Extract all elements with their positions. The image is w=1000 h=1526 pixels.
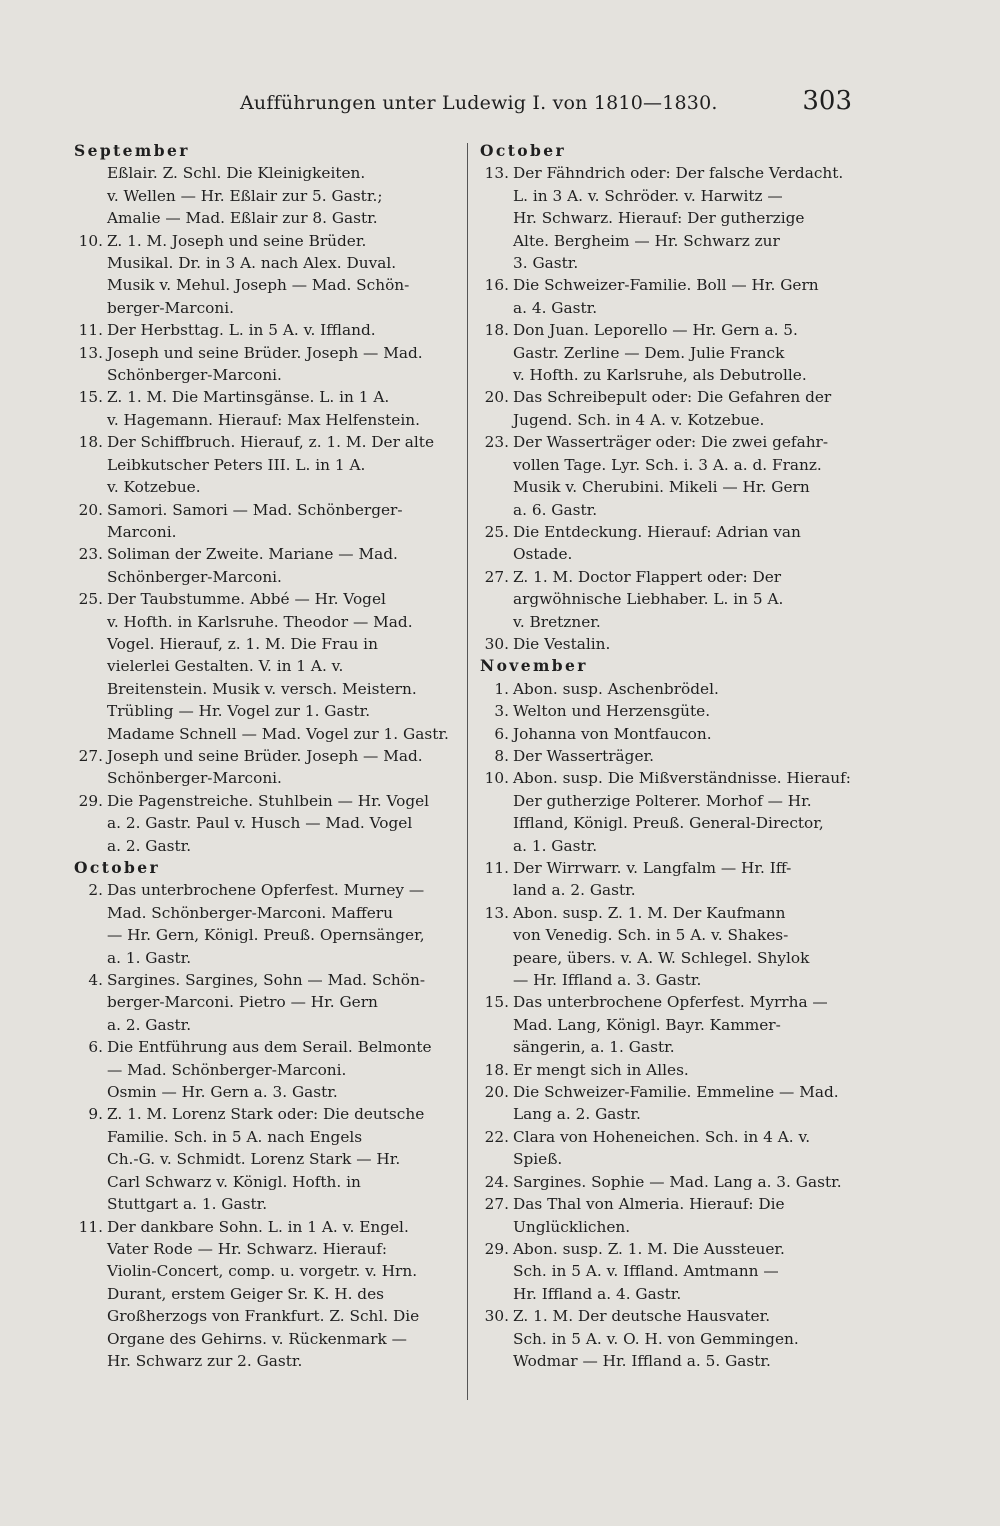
right-column xyxy=(480,140,852,1372)
entry-text xyxy=(513,1059,852,1081)
performance-entry xyxy=(480,902,852,992)
entry-line: Unglücklichen. xyxy=(513,1217,631,1236)
entry-line: v. Bretzner. xyxy=(513,612,601,631)
entry-day: 1. xyxy=(494,679,509,698)
entry-text xyxy=(107,543,446,588)
entry-line: Musik v. Mehul. Joseph — Mad. Schön- xyxy=(107,276,410,295)
entry-line: Die Entführung aus dem Serail. Belmonte xyxy=(107,1038,432,1057)
performance-entry xyxy=(480,319,852,386)
performance-entry xyxy=(480,566,852,633)
entry-day: 24. xyxy=(484,1172,509,1191)
entry-day: 27. xyxy=(484,567,509,586)
performance-entry xyxy=(74,745,446,790)
entry-line: peare, übers. v. A. W. Schlegel. Shylok xyxy=(513,948,810,967)
entry-text xyxy=(513,633,852,655)
entry-line: Alte. Bergheim — Hr. Schwarz zur xyxy=(513,231,780,250)
entry-line: Samori. Samori — Mad. Schönberger- xyxy=(107,500,403,519)
entry-text xyxy=(513,1081,852,1126)
entry-line: Der Wasserträger oder: Die zwei gefahr- xyxy=(513,433,829,452)
entry-text xyxy=(107,1216,446,1373)
entry-day: 10. xyxy=(484,769,509,788)
performance-entry xyxy=(74,543,446,588)
entry-line: Schönberger-Marconi. xyxy=(107,769,282,788)
entry-text xyxy=(513,521,852,566)
entry-day: 22. xyxy=(484,1127,509,1146)
performance-entry xyxy=(74,431,446,498)
month-heading: October xyxy=(480,141,567,160)
entry-line: Joseph und seine Brüder. Joseph — Mad. xyxy=(107,343,423,362)
entry-day: 18. xyxy=(78,433,103,452)
entry-day: 18. xyxy=(484,1060,509,1079)
entry-line: Das unterbrochene Opferfest. Myrrha — xyxy=(513,993,828,1012)
entry-line: Clara von Hoheneichen. Sch. in 4 A. v. xyxy=(513,1127,811,1146)
entry-line: argwöhnische Liebhaber. L. in 5 A. xyxy=(513,590,784,609)
entry-day xyxy=(74,162,107,229)
entry-line: Die Entdeckung. Hierauf: Adrian van xyxy=(513,522,801,541)
entry-line: Breitenstein. Musik v. versch. Meistern. xyxy=(107,679,417,698)
entry-line: Der Schiffbruch. Hierauf, z. 1. M. Der alte xyxy=(107,433,434,452)
entry-line: a. 6. Gastr. xyxy=(513,500,598,519)
entry-text xyxy=(107,431,446,498)
entry-day: 6. xyxy=(88,1038,103,1057)
performance-entry xyxy=(480,723,852,745)
performance-entry xyxy=(480,162,852,274)
entry-line: Das Schreibepult oder: Die Gefahren der xyxy=(513,388,832,407)
entry-text xyxy=(513,678,852,700)
performance-entry xyxy=(74,230,446,320)
header-title: Aufführungen unter Ludewig I. von 1810—1830. xyxy=(240,92,718,114)
entry-line: Eßlair. Z. Schl. Die Kleinigkeiten. xyxy=(107,164,366,183)
entry-text xyxy=(513,857,852,902)
entry-line: von Venedig. Sch. in 5 A. v. Shakes- xyxy=(513,926,789,945)
entry-text xyxy=(107,1103,446,1215)
entry-line: Hr. Iffland a. 4. Gastr. xyxy=(513,1284,682,1303)
performance-entry xyxy=(480,1305,852,1372)
performance-entry xyxy=(480,1238,852,1305)
entry-line: Z. 1. M. Joseph und seine Brüder. xyxy=(107,231,367,250)
entry-text xyxy=(513,1305,852,1372)
performance-entry xyxy=(480,857,852,902)
entry-line: Madame Schnell — Mad. Vogel zur 1. Gastr. xyxy=(107,724,449,743)
entry-line: Familie. Sch. in 5 A. nach Engels xyxy=(107,1127,363,1146)
entry-line: Er mengt sich in Alles. xyxy=(513,1060,689,1079)
performance-entry xyxy=(480,633,852,655)
entry-day: 15. xyxy=(78,388,103,407)
performance-entry xyxy=(74,342,446,387)
entry-line: v. Wellen — Hr. Eßlair zur 5. Gastr.; xyxy=(107,186,383,205)
entry-line: Sch. in 5 A. v. O. H. von Gemmingen. xyxy=(513,1329,799,1348)
entry-line: Jugend. Sch. in 4 A. v. Kotzebue. xyxy=(513,410,765,429)
page-number: 303 xyxy=(802,86,852,116)
entry-line: v. Hofth. in Karlsruhe. Theodor — Mad. xyxy=(107,612,413,631)
entry-text xyxy=(107,499,446,544)
entry-day: 27. xyxy=(484,1195,509,1214)
entry-line: Abon. susp. Z. 1. M. Der Kaufmann xyxy=(513,903,786,922)
entry-line: Stuttgart a. 1. Gastr. xyxy=(107,1195,268,1214)
entry-line: berger-Marconi. xyxy=(107,298,234,317)
entry-line: Musik v. Cherubini. Mikeli — Hr. Gern xyxy=(513,478,810,497)
entry-day: 23. xyxy=(78,545,103,564)
entry-line: Carl Schwarz v. Königl. Hofth. in xyxy=(107,1172,361,1191)
entry-day: 10. xyxy=(78,231,103,250)
entry-text xyxy=(513,767,852,857)
entry-line: Mad. Lang, Königl. Bayr. Kammer- xyxy=(513,1015,781,1034)
entry-line: Violin-Concert, comp. u. vorgetr. v. Hrn. xyxy=(107,1262,418,1281)
performance-entry xyxy=(480,700,852,722)
entry-line: Welton und Herzensgüte. xyxy=(513,702,711,721)
entry-line: 3. Gastr. xyxy=(513,254,579,273)
entry-line: Hr. Schwarz zur 2. Gastr. xyxy=(107,1351,303,1370)
entry-day: 2. xyxy=(88,881,103,900)
entry-line: Durant, erstem Geiger Sr. K. H. des xyxy=(107,1284,384,1303)
entry-line: Osmin — Hr. Gern a. 3. Gastr. xyxy=(107,1083,338,1102)
entry-line: L. in 3 A. v. Schröder. v. Harwitz — xyxy=(513,186,783,205)
entry-line: Wodmar — Hr. Iffland a. 5. Gastr. xyxy=(513,1351,771,1370)
entry-line: Soliman der Zweite. Mariane — Mad. xyxy=(107,545,398,564)
entry-line: Don Juan. Leporello — Hr. Gern a. 5. xyxy=(513,321,798,340)
entry-line: Hr. Schwarz. Hierauf: Der gutherzige xyxy=(513,209,805,228)
entry-text xyxy=(513,991,852,1058)
month-heading: October xyxy=(74,858,161,877)
performance-entry xyxy=(480,678,852,700)
entry-text xyxy=(513,162,852,274)
entry-line: Musikal. Dr. in 3 A. nach Alex. Duval. xyxy=(107,254,397,273)
entry-line: a. 2. Gastr. xyxy=(107,836,192,855)
entry-text xyxy=(107,879,446,969)
entry-line: a. 4. Gastr. xyxy=(513,298,598,317)
entry-line: v. Kotzebue. xyxy=(107,478,201,497)
entry-line: Z. 1. M. Die Martinsgänse. L. in 1 A. xyxy=(107,388,390,407)
performance-entry xyxy=(74,1103,446,1215)
entry-text xyxy=(513,1171,852,1193)
entry-line: Die Schweizer-Familie. Boll — Hr. Gern xyxy=(513,276,819,295)
entry-line: — Hr. Iffland a. 3. Gastr. xyxy=(513,971,702,990)
performance-entry xyxy=(74,319,446,341)
entry-day: 11. xyxy=(78,321,103,340)
entry-line: Ch.-G. v. Schmidt. Lorenz Stark — Hr. xyxy=(107,1150,401,1169)
entry-line: a. 2. Gastr. xyxy=(107,1015,192,1034)
entry-day: 13. xyxy=(484,164,509,183)
entry-line: Die Pagenstreiche. Stuhlbein — Hr. Vogel xyxy=(107,791,430,810)
running-header xyxy=(0,86,1000,124)
entry-text xyxy=(107,319,446,341)
entry-text xyxy=(513,902,852,992)
entry-text xyxy=(107,230,446,320)
month-heading: September xyxy=(74,141,190,160)
entry-line: Abon. susp. Z. 1. M. Die Aussteuer. xyxy=(513,1239,785,1258)
entry-line: Ostade. xyxy=(513,545,573,564)
entry-text xyxy=(107,342,446,387)
entry-line: Mad. Schönberger-Marconi. Mafferu xyxy=(107,903,393,922)
entry-text xyxy=(107,1036,446,1103)
performance-entry xyxy=(480,991,852,1058)
entry-line: Abon. susp. Aschenbrödel. xyxy=(513,679,719,698)
entry-line: Abon. susp. Die Mißverständnisse. Hierauf: xyxy=(513,769,851,788)
performance-entry xyxy=(480,767,852,857)
entry-day: 20. xyxy=(484,388,509,407)
entry-line: Lang a. 2. Gastr. xyxy=(513,1105,641,1124)
entry-text xyxy=(513,1126,852,1171)
entry-line: Die Schweizer-Familie. Emmeline — Mad. xyxy=(513,1083,839,1102)
entry-line: berger-Marconi. Pietro — Hr. Gern xyxy=(107,993,378,1012)
entry-line: Spieß. xyxy=(513,1150,563,1169)
entry-line: — Mad. Schönberger-Marconi. xyxy=(107,1060,347,1079)
entry-text xyxy=(513,319,852,386)
performance-entry xyxy=(480,745,852,767)
entry-text xyxy=(107,745,446,790)
entry-line: Joseph und seine Brüder. Joseph — Mad. xyxy=(107,746,423,765)
entry-text xyxy=(107,162,446,229)
entry-day: 18. xyxy=(484,321,509,340)
performance-entry xyxy=(480,1126,852,1171)
entry-line: v. Hofth. zu Karlsruhe, als Debutrolle. xyxy=(513,366,807,385)
entry-day: 9. xyxy=(88,1105,103,1124)
entry-line: Der Wirrwarr. v. Langfalm — Hr. Iff- xyxy=(513,859,792,877)
entry-line: Amalie — Mad. Eßlair zur 8. Gastr. xyxy=(107,209,378,228)
entry-line: Der Wasserträger. xyxy=(513,746,654,765)
entry-line: Z. 1. M. Lorenz Stark oder: Die deutsche xyxy=(107,1105,425,1124)
entry-line: Vater Rode — Hr. Schwarz. Hierauf: xyxy=(107,1239,388,1258)
entry-day: 11. xyxy=(78,1217,103,1236)
entry-line: Marconi. xyxy=(107,522,177,541)
entry-line: Schönberger-Marconi. xyxy=(107,366,282,385)
entry-text xyxy=(107,969,446,1036)
entry-line: vollen Tage. Lyr. Sch. i. 3 A. a. d. Franz. xyxy=(513,455,822,474)
entry-day: 30. xyxy=(484,1307,509,1326)
entry-text xyxy=(513,1193,852,1238)
entry-line: Gastr. Zerline — Dem. Julie Franck xyxy=(513,343,785,362)
entry-line: Z. 1. M. Doctor Flappert oder: Der xyxy=(513,567,782,586)
entry-line: Die Vestalin. xyxy=(513,634,611,653)
entry-line: Das Thal von Almeria. Hierauf: Die xyxy=(513,1195,785,1214)
entry-line: a. 1. Gastr. xyxy=(107,948,192,967)
entry-text xyxy=(513,431,852,521)
entry-day: 29. xyxy=(484,1239,509,1258)
entry-text xyxy=(513,566,852,633)
entry-line: Johanna von Montfaucon. xyxy=(513,724,712,743)
entry-day: 6. xyxy=(494,724,509,743)
entry-day: 25. xyxy=(78,590,103,609)
entry-line: Leibkutscher Peters III. L. in 1 A. xyxy=(107,455,366,474)
entry-line: Sargines. Sophie — Mad. Lang a. 3. Gastr. xyxy=(513,1172,842,1191)
entry-day: 13. xyxy=(484,903,509,922)
performance-entry xyxy=(74,1216,446,1373)
entry-line: Schönberger-Marconi. xyxy=(107,567,282,586)
entry-day: 3. xyxy=(494,702,509,721)
entry-line: Organe des Gehirns. v. Rückenmark — xyxy=(107,1329,407,1348)
entry-line: Der Taubstumme. Abbé — Hr. Vogel xyxy=(107,590,386,609)
performance-entry xyxy=(480,274,852,319)
entry-text xyxy=(513,745,852,767)
entry-text xyxy=(513,1238,852,1305)
entry-line: Das unterbrochene Opferfest. Murney — xyxy=(107,881,425,900)
entry-line: sängerin, a. 1. Gastr. xyxy=(513,1038,675,1057)
entry-day: 8. xyxy=(494,746,509,765)
performance-entry xyxy=(74,499,446,544)
column-divider xyxy=(467,143,468,1400)
entry-line: v. Hagemann. Hierauf: Max Helfenstein. xyxy=(107,410,420,429)
entry-line: Der Herbsttag. L. in 5 A. v. Iffland. xyxy=(107,321,376,340)
performance-entry xyxy=(480,1081,852,1126)
entry-day: 29. xyxy=(78,791,103,810)
entry-text xyxy=(513,386,852,431)
entry-line: land a. 2. Gastr. xyxy=(513,881,636,900)
performance-entry xyxy=(480,386,852,431)
entry-line: Der Fähndrich oder: Der falsche Verdacht. xyxy=(513,164,844,183)
entry-line: a. 2. Gastr. Paul v. Husch — Mad. Vogel xyxy=(107,814,413,833)
entry-line: Sch. in 5 A. v. Iffland. Amtmann — xyxy=(513,1262,779,1281)
left-column xyxy=(74,140,449,1372)
entry-line: Sargines. Sargines, Sohn — Mad. Schön- xyxy=(107,971,425,990)
performance-entry xyxy=(74,588,449,745)
entry-line: Vogel. Hierauf, z. 1. M. Die Frau in xyxy=(107,634,378,653)
entry-text xyxy=(107,790,446,857)
entry-line: Der dankbare Sohn. L. in 1 A. v. Engel. xyxy=(107,1217,409,1236)
entry-text xyxy=(513,274,852,319)
performance-entry xyxy=(480,1059,852,1081)
entry-day: 4. xyxy=(88,971,103,990)
performance-entry xyxy=(480,521,852,566)
entry-line: Der gutherzige Polterer. Morhof — Hr. xyxy=(513,791,812,810)
entry-line: Z. 1. M. Der deutsche Hausvater. xyxy=(513,1307,771,1326)
performance-entry xyxy=(480,1171,852,1193)
entry-line: vielerlei Gestalten. V. in 1 A. v. xyxy=(107,657,344,676)
entry-day: 11. xyxy=(484,859,509,877)
entry-day: 13. xyxy=(78,343,103,362)
entry-text xyxy=(513,723,852,745)
entry-day: 30. xyxy=(484,634,509,653)
entry-text xyxy=(107,588,449,745)
entry-day: 15. xyxy=(484,993,509,1012)
performance-entry xyxy=(74,879,446,969)
entry-day: 20. xyxy=(484,1083,509,1102)
entry-day: 16. xyxy=(484,276,509,295)
entry-day: 23. xyxy=(484,433,509,452)
entry-line: a. 1. Gastr. xyxy=(513,836,598,855)
entry-day: 25. xyxy=(484,522,509,541)
month-heading: November xyxy=(480,656,588,676)
performance-entry xyxy=(74,386,446,431)
entry-text xyxy=(107,386,446,431)
entry-day: 27. xyxy=(78,746,103,765)
entry-text xyxy=(513,700,852,722)
performance-entry xyxy=(480,431,852,521)
performance-entry xyxy=(74,790,446,857)
performance-entry xyxy=(74,162,446,229)
performance-entry xyxy=(74,969,446,1036)
performance-entry xyxy=(480,1193,852,1238)
entry-line: Trübling — Hr. Vogel zur 1. Gastr. xyxy=(107,702,371,721)
entry-line: Iffland, Königl. Preuß. General-Director, xyxy=(513,814,824,833)
performance-entry xyxy=(74,1036,446,1103)
entry-line: Großherzogs von Frankfurt. Z. Schl. Die xyxy=(107,1307,420,1326)
entry-line: — Hr. Gern, Königl. Preuß. Opernsänger, xyxy=(107,926,425,945)
entry-day: 20. xyxy=(78,500,103,519)
